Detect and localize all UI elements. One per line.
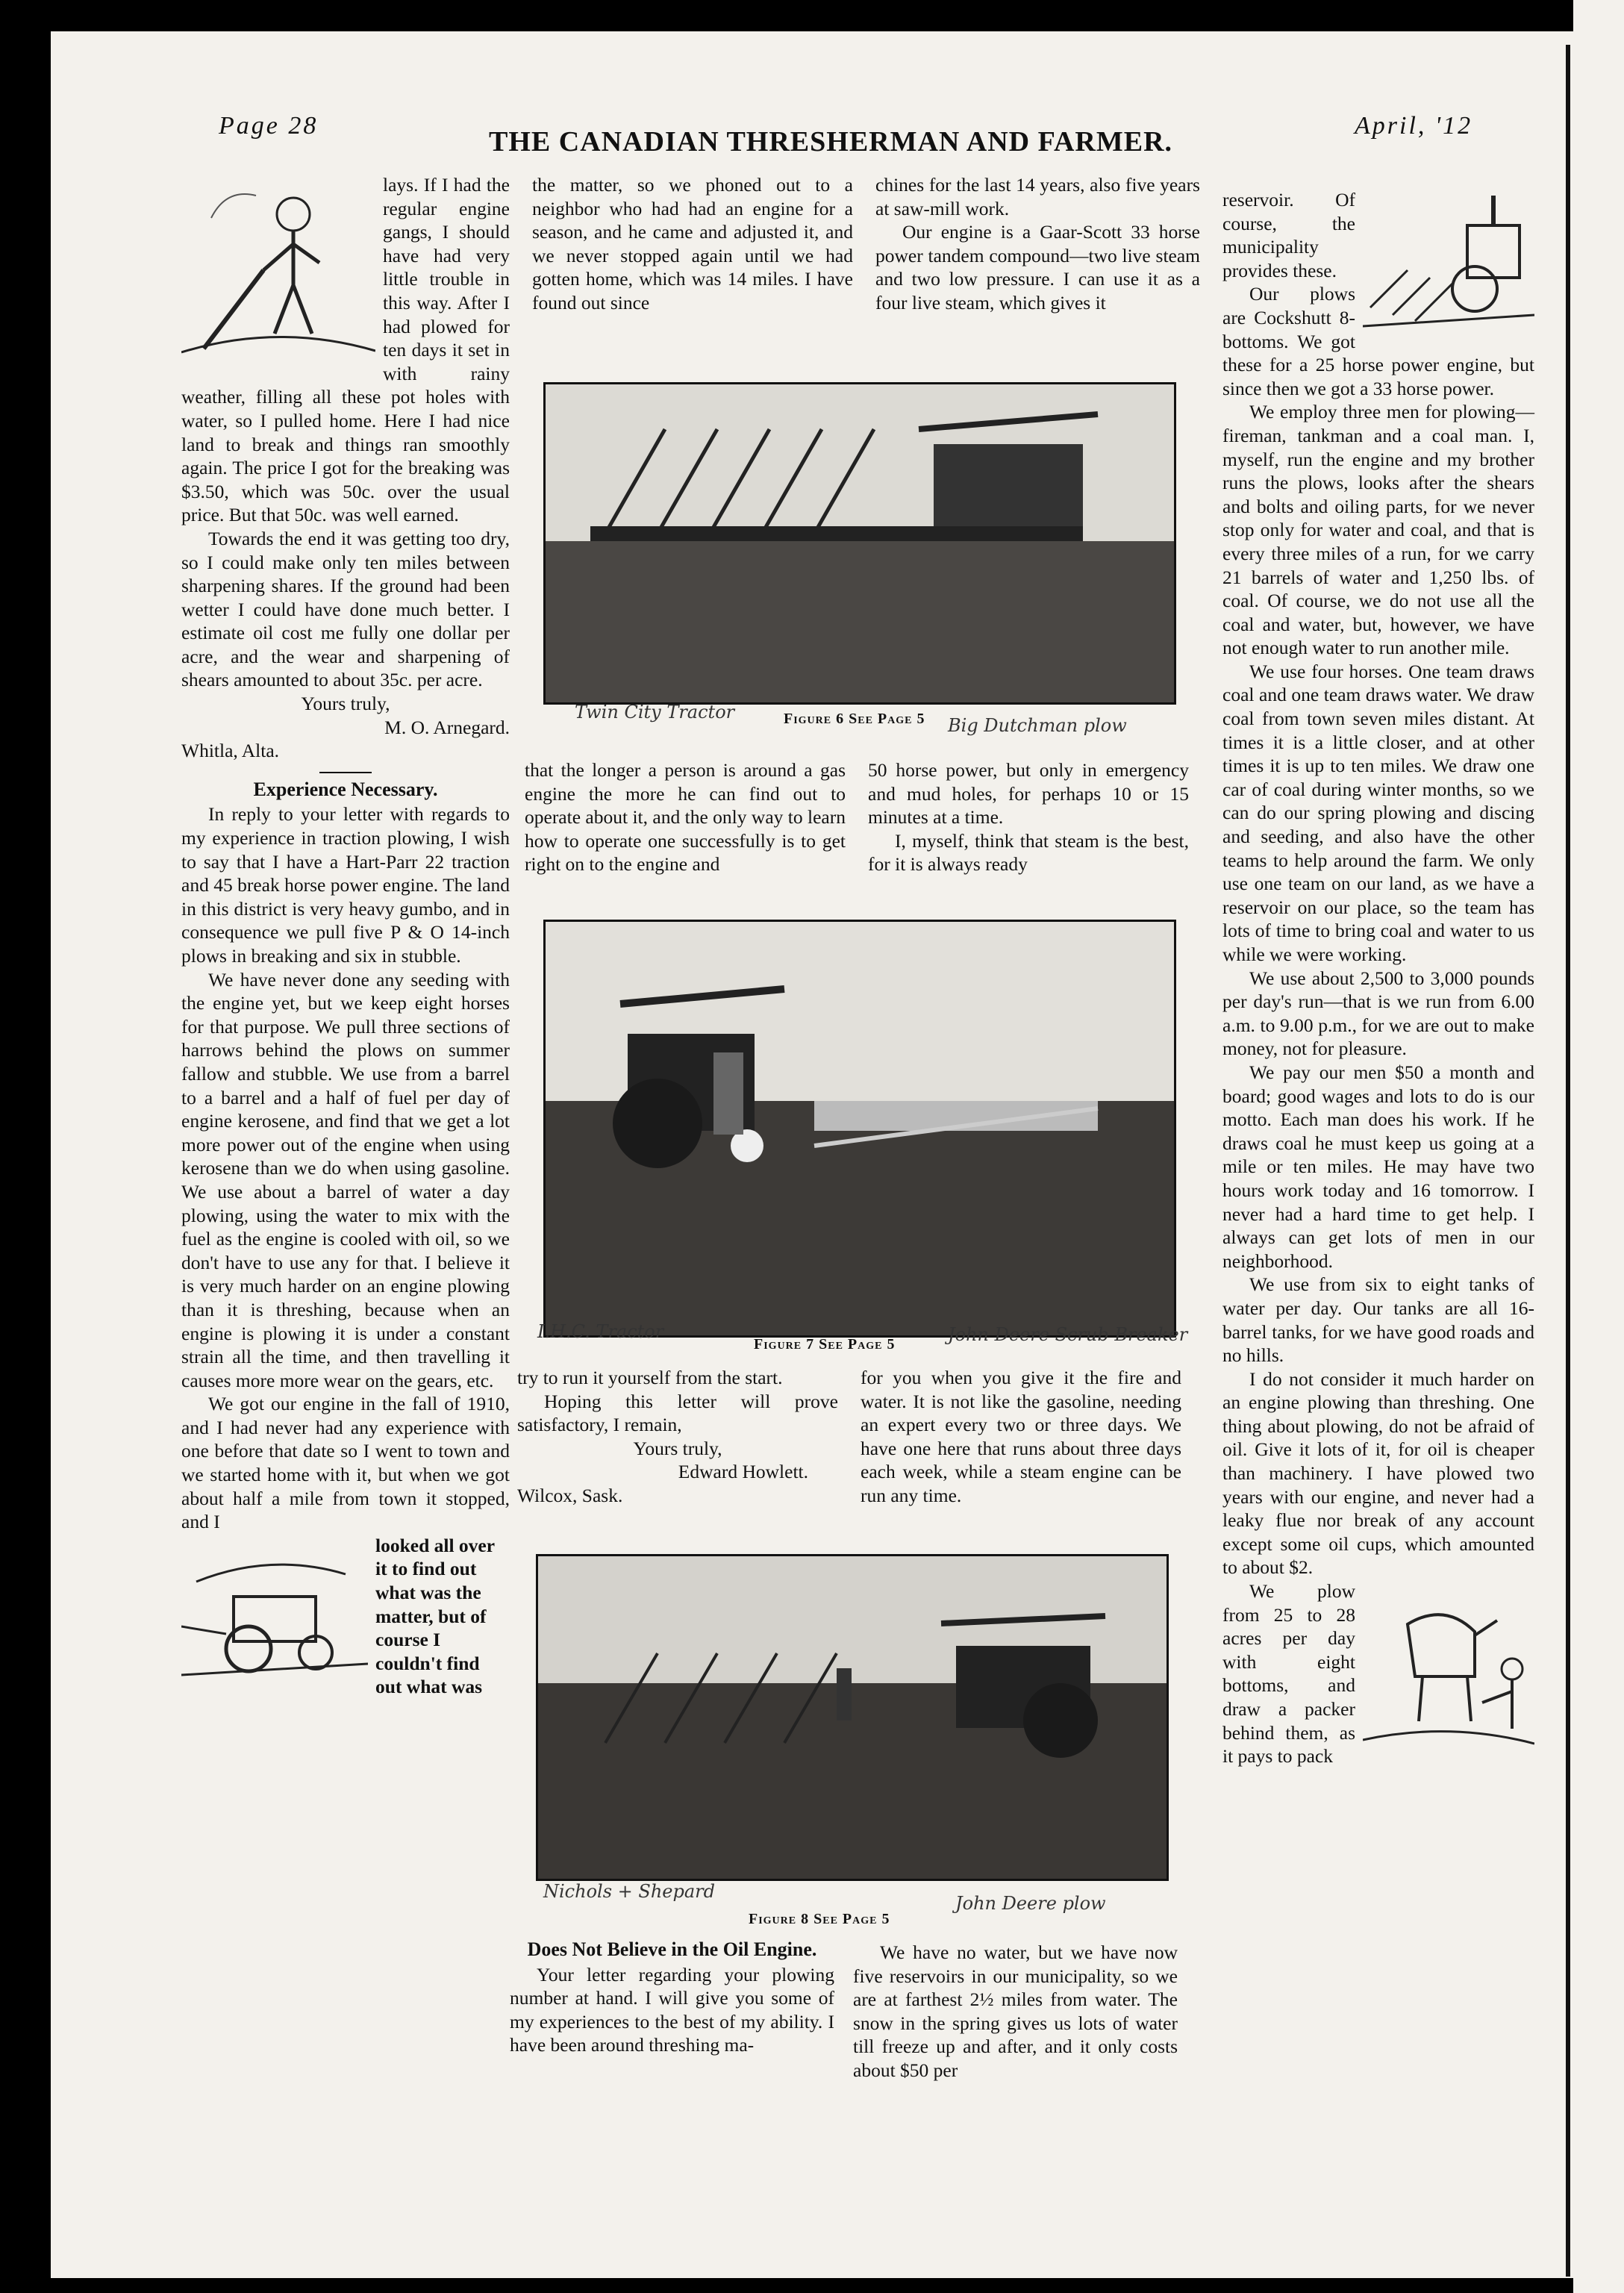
binding-shadow: [1566, 45, 1570, 2277]
col1-paragraph-1: lays. If I had the regular engine gangs, I should have had very little trouble in this way. After I had plowed for ten days it set in with rainy weather, filling all these pot holes with water, so I pulled home. Here I had nice land to break and things ran smoothly again. The price I got for the breaking was $3.50, which was 50c. over the usual price. But that 50c. was well earned.: [181, 174, 510, 526]
col2-place: Wilcox, Sask.: [517, 1484, 623, 1506]
col3-paragraph-5: for you when you give it the fire and water. It is not like the gasoline, needing an expert every two or three days. We have one here that runs about three days each week, while a steam engine can be run any time.: [861, 1367, 1181, 1506]
col4-paragraph-4: We use four horses. One team draws coal and one team draws water. We draw coal from town seven miles distant. At times it is a little closer, and at other times it is up to ten miles. We draw one car of coal during winter months, so we can do our spring plowing and discing and seeding, and also have the other teams to help around the farm. We only use one team on our land, as we have a reservoir on our place, so the team has lots of time to bring coal and water to us while we were working.: [1222, 660, 1534, 965]
fig6-note-right: Big Dutchman plow: [948, 715, 1127, 736]
figure-7-photo: [543, 920, 1176, 1338]
facing-page-edge: [1573, 0, 1624, 2293]
col2-paragraph-3: try to run it yourself from the start.: [517, 1367, 783, 1388]
col3-paragraph-2: Our engine is a Gaar-Scott 33 horse power tandem compound—two live steam and two low pressure. I can use it as a four live steam, which gives it: [875, 221, 1200, 313]
column-2-lower: [517, 1366, 838, 1508]
section-rule: [319, 772, 372, 773]
column-3-lower: [861, 1366, 1181, 1508]
fig8-note-right: John Deere plow: [955, 1893, 1106, 1914]
col4-paragraph-6: We pay our men $50 a month and board; good wages and lots to do is our motto. Each man does his work. If he draws coal he must keep us going at a mile or ten miles. He may have two hours work today and 16 tomorrow. I never had a hard time to get help. I always can get lots of men in our neighborhood.: [1222, 1061, 1534, 1272]
figure-8-caption: Figure 8 See Page 5: [749, 1911, 890, 1927]
figure-6-photo: [543, 382, 1176, 705]
heading-experience-necessary: Experience Necessary.: [253, 778, 438, 800]
col1-signature: M. O. Arnegard.: [384, 716, 510, 738]
col2-signature: Edward Howlett.: [678, 1461, 808, 1483]
col2-closing: Yours truly,: [633, 1437, 722, 1459]
col2-paragraph-4: Hoping this letter will prove satisfactory, I remain,: [517, 1390, 838, 1436]
col2-paragraph-5: Your letter regarding your plowing number at hand. I will give you some of my experiences to the best of my ability. I have been around threshing ma-: [510, 1963, 834, 2056]
fig7-note-right: John Deere Scrub Breaker: [948, 1324, 1188, 1345]
col1-paragraph-5b: looked all over it to find out what was the matter, but of course I couldn't find out what was: [375, 1534, 495, 1698]
column-2: [532, 173, 853, 315]
figure-7-caption: Figure 7 See Page 5: [754, 1336, 896, 1353]
col3-paragraph-3: 50 horse power, but only in emergency and mud holes, for perhaps 10 or 15 minutes at a time.: [868, 759, 1189, 829]
col3-paragraph-1: chines for the last 14 years, also five years at saw-mill work.: [875, 174, 1200, 219]
col2-paragraph-2: that the longer a person is around a gas engine the more he can find out to operate about it, and the only way to learn how to operate one successfully is to get right on to the engine and: [525, 759, 846, 876]
fig6-note-left: Twin City Tractor: [575, 702, 735, 723]
col3-paragraph-6: We have no water, but we have now five reservoirs in our municipality, so we are at farthest 2½ miles from water. The snow in the spring gives us lots of water till freeze up and after, and it only costs about $50 per: [853, 1941, 1178, 2081]
tractor-illustration: [181, 1537, 368, 1686]
figure-6-caption: Figure 6 See Page 5: [784, 711, 925, 727]
page-number: Page 28: [219, 112, 319, 140]
col4-paragraph-2: Our plows are Cockshutt 8-bottoms. We got these for a 25 horse power engine, but since then we got a 33 horse power.: [1222, 283, 1534, 399]
heading-oil-engine: Does Not Believe in the Oil Engine.: [527, 1938, 817, 1960]
column-4: [1222, 188, 1534, 1768]
col4-paragraph-9: We plow from 25 to 28 acres per day with eight bottoms, and draw a packer behind them, as it pays to pack: [1222, 1580, 1355, 1768]
column-2-middle: [525, 758, 846, 876]
col1-closing: Yours truly,: [301, 693, 390, 715]
figure-8-photo: [536, 1554, 1169, 1881]
steam-engine-plowing-illustration: [1363, 188, 1534, 330]
col1-paragraph-4: We have never done any seeding with the engine yet, but we keep eight horses for that purpose. We pull three sections of harrows behind the plows on summer fallow and stubble. We use from a barrel to a barrel and a half of fuel per day of engine kerosene, and find that we get a lot more power out of the engine when using kerosene than we do when using gasoline. We use about a barrel of water a day plowing, using the water to mix with the fuel as the engine is cooled with oil, so we don't have to use any for that. I believe it is very much harder on an engine plowing than it is threshing, because when an engine is plowing it is under a constant strain all the time, and then travelling it causes more more wear on the gears, etc.: [181, 968, 510, 1391]
column-3-bottom: [853, 1941, 1178, 2083]
fig8-note-left: Nichols + Shepard: [543, 1881, 715, 1902]
issue-date: April, '12: [1355, 112, 1473, 140]
col1-paragraph-3: In reply to your letter with regards to my experience in traction plowing, I wish to say that I have a Hart-Parr 22 traction and 45 break horse power engine. The land in this district is very heavy gumbo, and in consequence we pull five P & O 14-inch plows in breaking and six in stubble.: [181, 803, 510, 967]
col2-paragraph-1: the matter, so we phoned out to a neighbor who had had an engine for a season, and he came and adjusted it, and we never stopped again until we had gotten home, which was 14 miles. I have found out since: [532, 174, 853, 313]
col4-paragraph-8: I do not consider it much harder on an engine plowing than threshing. One thing about plowing, do not be afraid of oil. Give it lots of it, for oil is cheaper than machinery. I have plowed two years with our engine, and never had a leaky flue nor break of any account except some oil cups, which amounted to about $2.: [1222, 1367, 1534, 1579]
col4-paragraph-7: We use from six to eight tanks of water per day. Our tanks are all 16-barrel tanks, for we have good roads and no hills.: [1222, 1273, 1534, 1367]
column-3-top: [875, 173, 1200, 315]
col1-place: Whitla, Alta.: [181, 740, 280, 762]
column-1: [181, 173, 510, 1699]
col4-paragraph-1: reservoir. Of course, the municipality provides these.: [1222, 189, 1355, 281]
farmer-with-plow-illustration: [181, 173, 375, 360]
col4-paragraph-3: We employ three men for plowing—fireman, tankman and a coal man. I, myself, run the engine and my brother runs the plows, looks after the shears and bolts and oiling parts, for we never stop only for water and coal, and that is every three miles of a run, for we carry 21 barrels of water and 1,250 lbs. of coal. Of course, we do not use all the coal and water, but, however, we have not enough water to run another mile.: [1222, 401, 1534, 659]
masthead-title: THE CANADIAN THRESHERMAN AND FARMER.: [489, 126, 1173, 157]
col4-paragraph-5: We use about 2,500 to 3,000 pounds per day's run—that is we run from 6.00 a.m. to 9.00 p.m., for we are out to make money, not for pleasure.: [1222, 967, 1534, 1060]
col1-paragraph-5: We got our engine in the fall of 1910, and I had never had any experience with one before that date so I went to town and we started home with it, but when we got about half a mile from town it stopped, and I: [181, 1393, 510, 1533]
col1-paragraph-2: Towards the end it was getting too dry, so I could make only ten miles between sharpening shares. If the ground had been wetter I could have done much better. I estimate oil cost me fully one dollar per acre, and the wear and sharpening of shears amounted to about 35c. per acre.: [181, 527, 510, 691]
col3-paragraph-4: I, myself, think that steam is the best, for it is always ready: [868, 829, 1189, 876]
column-3-middle: [868, 758, 1189, 876]
column-2-bottom: [510, 1938, 834, 2057]
horse-team-plowing-illustration: [1363, 1579, 1534, 1751]
fig7-note-left: I.H.C. Tractor: [537, 1321, 664, 1342]
